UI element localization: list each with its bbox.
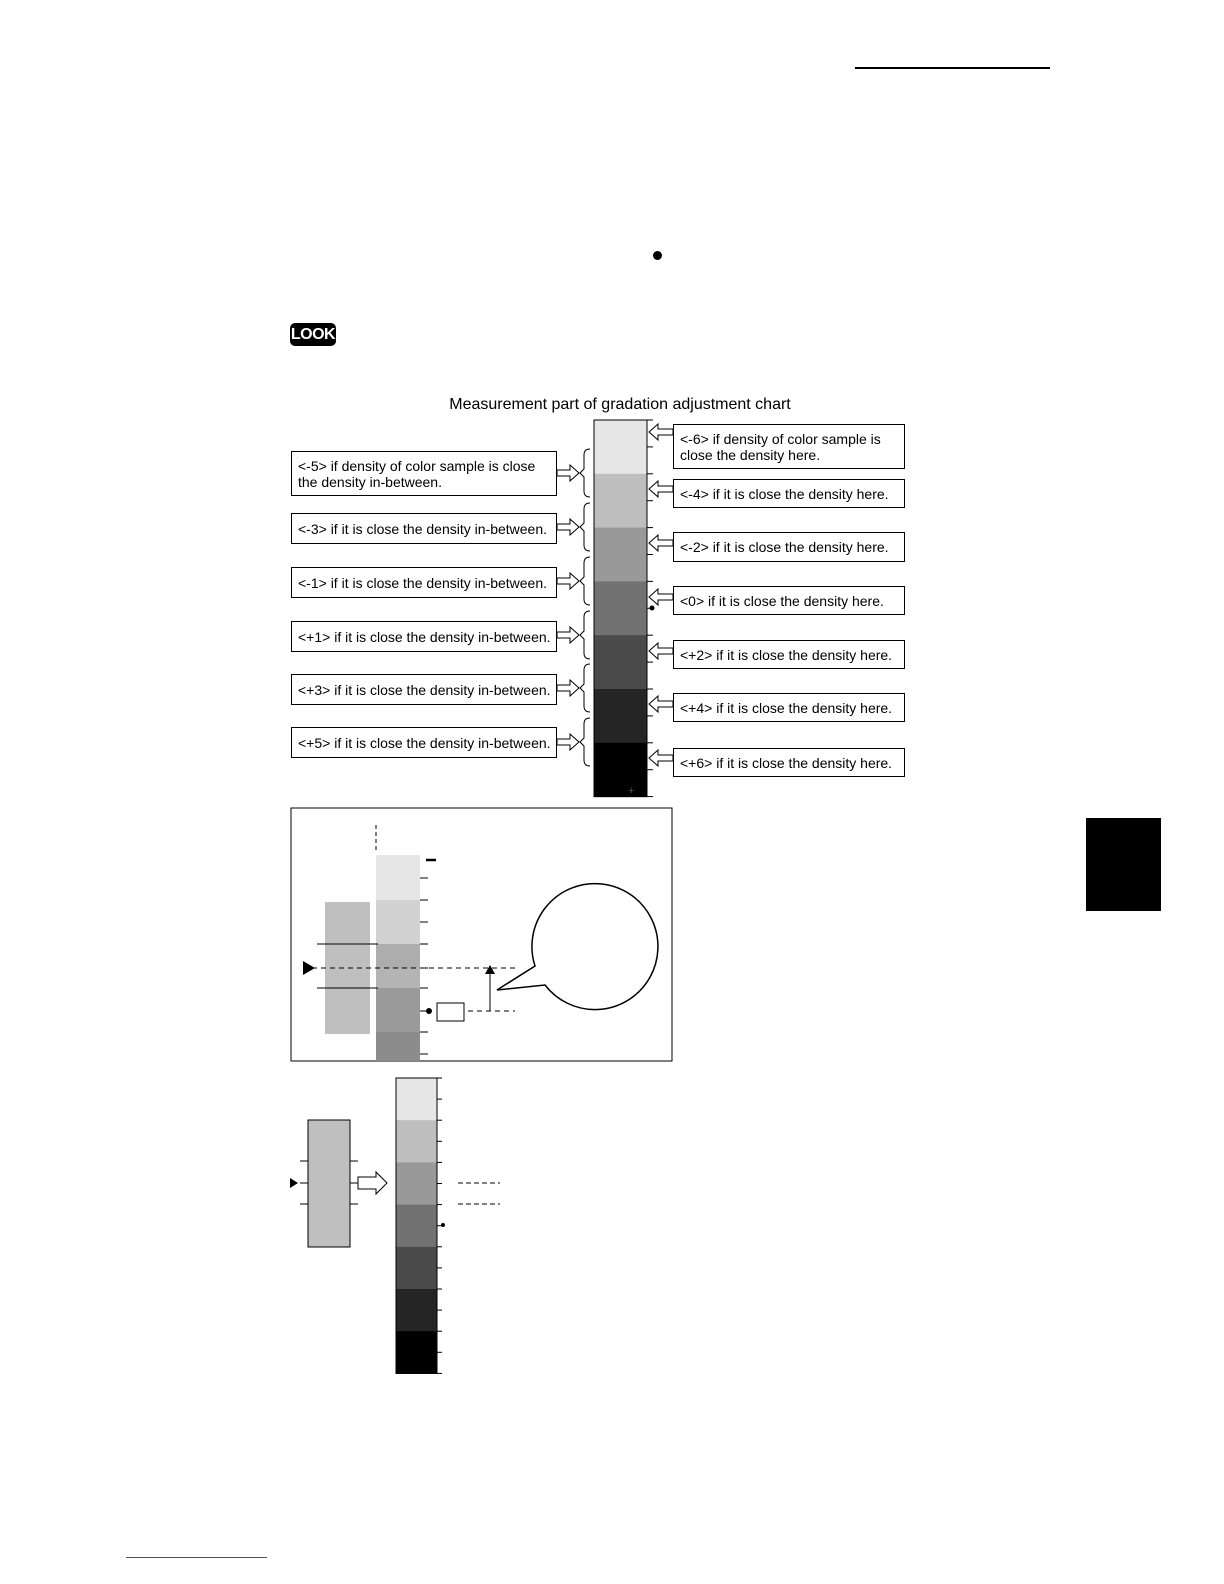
left-arrow-1 <box>649 481 673 497</box>
strip-patch-3 <box>594 581 647 635</box>
brace-3 <box>580 611 590 659</box>
label-minus-5: <-5> if density of color sample is close the density in-between. <box>291 451 557 496</box>
pointer-triangle-icon <box>290 1178 298 1188</box>
left-brace-connectors <box>557 449 590 766</box>
strip-patch-2 <box>594 528 647 582</box>
detail-patch-2 <box>376 944 420 968</box>
zero-marker-dot <box>650 606 655 611</box>
detail-patch-1 <box>376 900 420 944</box>
chart-title: Measurement part of gradation adjustment chart <box>449 396 791 413</box>
label-plus-6: <+6> if it is close the density here. <box>673 748 905 777</box>
left-arrow-6 <box>649 750 673 766</box>
strip-patch-0 <box>594 420 647 474</box>
label-plus-3: <+3> if it is close the density in-between. <box>291 674 557 705</box>
label-minus-6: <-6> if density of color sample is close the density here. <box>673 424 905 469</box>
label-minus-4: <-4> if it is close the density here. <box>673 479 905 508</box>
detail-patch-5 <box>376 1032 420 1061</box>
small-patch-1 <box>396 1120 437 1163</box>
hollow-arrow-4 <box>557 680 579 696</box>
hollow-arrow-3 <box>557 627 579 643</box>
example-figure <box>290 1078 500 1374</box>
hollow-arrow-5 <box>557 734 579 750</box>
strip-patch-6 <box>594 743 647 797</box>
right-arrow-icon <box>358 1172 387 1194</box>
brace-2 <box>580 557 590 605</box>
brace-0 <box>580 449 590 497</box>
look-badge: LOOK <box>290 323 336 346</box>
small-patch-6 <box>396 1331 437 1374</box>
hollow-arrow-1 <box>557 519 579 535</box>
strip-patch-1 <box>594 474 647 528</box>
detail-figure <box>291 808 672 1061</box>
example-color-sample <box>308 1120 350 1247</box>
small-density-strip <box>396 1078 442 1374</box>
label-minus-3: <-3> if it is close the density in-between. <box>291 513 557 544</box>
label-plus-4: <+4> if it is close the density here. <box>673 693 905 722</box>
left-arrow-3 <box>649 589 673 605</box>
label-minus-1: <-1> if it is close the density in-between. <box>291 567 557 598</box>
detail-patch-3 <box>376 968 420 988</box>
small-patch-5 <box>396 1289 437 1332</box>
right-arrow-connectors <box>649 424 673 766</box>
left-arrow-4 <box>649 643 673 659</box>
detail-patch-0 <box>376 855 420 900</box>
label-plus-5: <+5> if it is close the density in-between. <box>291 727 557 758</box>
small-patch-3 <box>396 1205 437 1248</box>
small-patch-4 <box>396 1247 437 1290</box>
small-patch-2 <box>396 1162 437 1205</box>
brace-4 <box>580 664 590 712</box>
detail-patch-4 <box>376 988 420 1032</box>
label-minus-2: <-2> if it is close the density here. <box>673 532 905 562</box>
hollow-arrow-2 <box>557 573 579 589</box>
strip-patch-5 <box>594 689 647 743</box>
strip-patch-4 <box>594 635 647 689</box>
brace-1 <box>580 503 590 551</box>
left-arrow-2 <box>649 535 673 551</box>
small-patch-0 <box>396 1078 437 1121</box>
brace-5 <box>580 718 590 766</box>
label-zero: <0> if it is close the density here. <box>673 586 905 615</box>
left-arrow-5 <box>649 696 673 712</box>
label-plus-1: <+1> if it is close the density in-between. <box>291 621 557 652</box>
density-strip <box>594 420 653 797</box>
strip-plus-mark: + <box>628 785 635 797</box>
left-arrow-0 <box>649 424 673 440</box>
hollow-arrow-0 <box>557 465 579 481</box>
label-plus-2: <+2> if it is close the density here. <box>673 640 905 669</box>
